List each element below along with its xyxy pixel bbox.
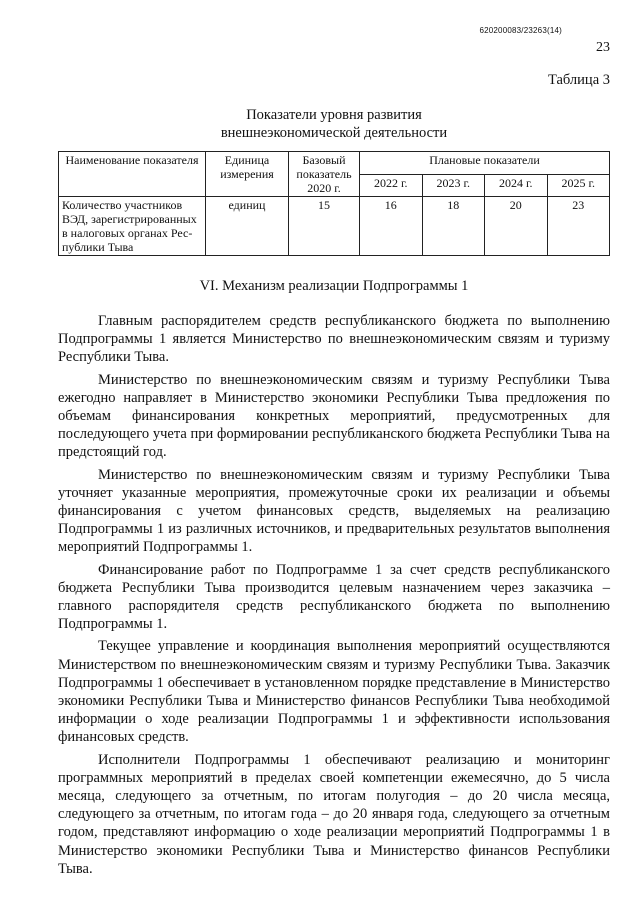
header-year: 2024 г. xyxy=(485,174,548,197)
header-unit: Единица измерения xyxy=(206,152,289,197)
header-base: Базовый показатель 2020 г. xyxy=(289,152,360,197)
cell-unit: единиц xyxy=(206,197,289,256)
cell-name: Количество участников ВЭД, зарегистрированных в налоговых органах Рес-публики Тыва xyxy=(59,197,206,256)
header-year: 2023 г. xyxy=(422,174,485,197)
paragraph: Финансирование работ по Подпрограмме 1 за счет средств республиканского бюджета Республики Тыва производится целевым назначением через заказчика – главного распорядителя средств республиканского бюджета по выполнению Подпрограммы 1. xyxy=(58,561,610,633)
paragraph: Министерство по внешнеэкономическим связям и туризму Республики Тыва уточняет указанные мероприятия, промежуточные сроки их реализации и объемы финансирования с учетом финансовых средств, выделяемых на реализацию Подпрограммы 1 из различных источников, и предварительных результатов выполнения мероприятий Подпрограммы 1. xyxy=(58,466,610,556)
page-number: 23 xyxy=(596,40,610,55)
cell-value: 20 xyxy=(485,197,548,256)
table-header-row xyxy=(59,152,610,175)
paragraph: Текущее управление и координация выполнения мероприятий осуществляются Министерством по внешнеэкономическим связям и туризму Республики Тыва. Заказчик Подпрограммы 1 обеспечивает в установленном порядке представление в Министерство экономики Республики Тыва и Министерство финансов Республики Тыва необходимой информации о ходе реализации Подпрограммы 1 и эффективности использования финансовых средств. xyxy=(58,638,610,746)
cell-value: 18 xyxy=(422,197,485,256)
table-title-line2: внешнеэкономической деятельности xyxy=(220,125,448,141)
header-name: Наименование показателя xyxy=(59,152,206,197)
body-text xyxy=(58,312,610,882)
header-planned: Плановые показатели xyxy=(360,152,610,175)
header-year: 2025 г. xyxy=(547,174,610,197)
paragraph: Исполнители Подпрограммы 1 обеспечивают реализацию и мониторинг программных мероприятий в пределах своей компетенции ежемесячно, до 5 числа месяца, следующего за отчетным, по итогам полугодия – до 20 числа месяца, следующего за отчетным, по итогам года – до 20 января года, следующего за отчетным годом, представляют информацию о ходе реализации мероприятий Подпрограммы 1 в Министерство экономики Республики Тыва и Министерство финансов Республики Тыва. xyxy=(58,751,610,877)
table-label: Таблица 3 xyxy=(547,72,610,88)
indicators-table xyxy=(58,151,610,256)
table-row xyxy=(59,197,610,256)
cell-base: 15 xyxy=(289,197,360,256)
table-title xyxy=(58,106,610,142)
section-heading: VI. Механизм реализации Подпрограммы 1 xyxy=(199,278,469,294)
header-year: 2022 г. xyxy=(360,174,423,197)
paragraph: Министерство по внешнеэкономическим связям и туризму Республики Тыва ежегодно направляет в Министерство экономики Республики Тыва предложения по объемам финансирования конкретных мероприятий, предусмотренных для последующего учета при формировании республиканского бюджета Республики Тыва на предстоящий год. xyxy=(58,371,610,461)
cell-value: 16 xyxy=(360,197,423,256)
table-title-line1: Показатели уровня развития xyxy=(246,107,422,123)
document-number: 620200083/23263(14) xyxy=(479,26,562,35)
paragraph: Главным распорядителем средств республиканского бюджета по выполнению Подпрограммы 1 является Министерство по внешнеэкономическим связям и туризму Республики Тыва. xyxy=(58,313,610,366)
cell-value: 23 xyxy=(547,197,610,256)
